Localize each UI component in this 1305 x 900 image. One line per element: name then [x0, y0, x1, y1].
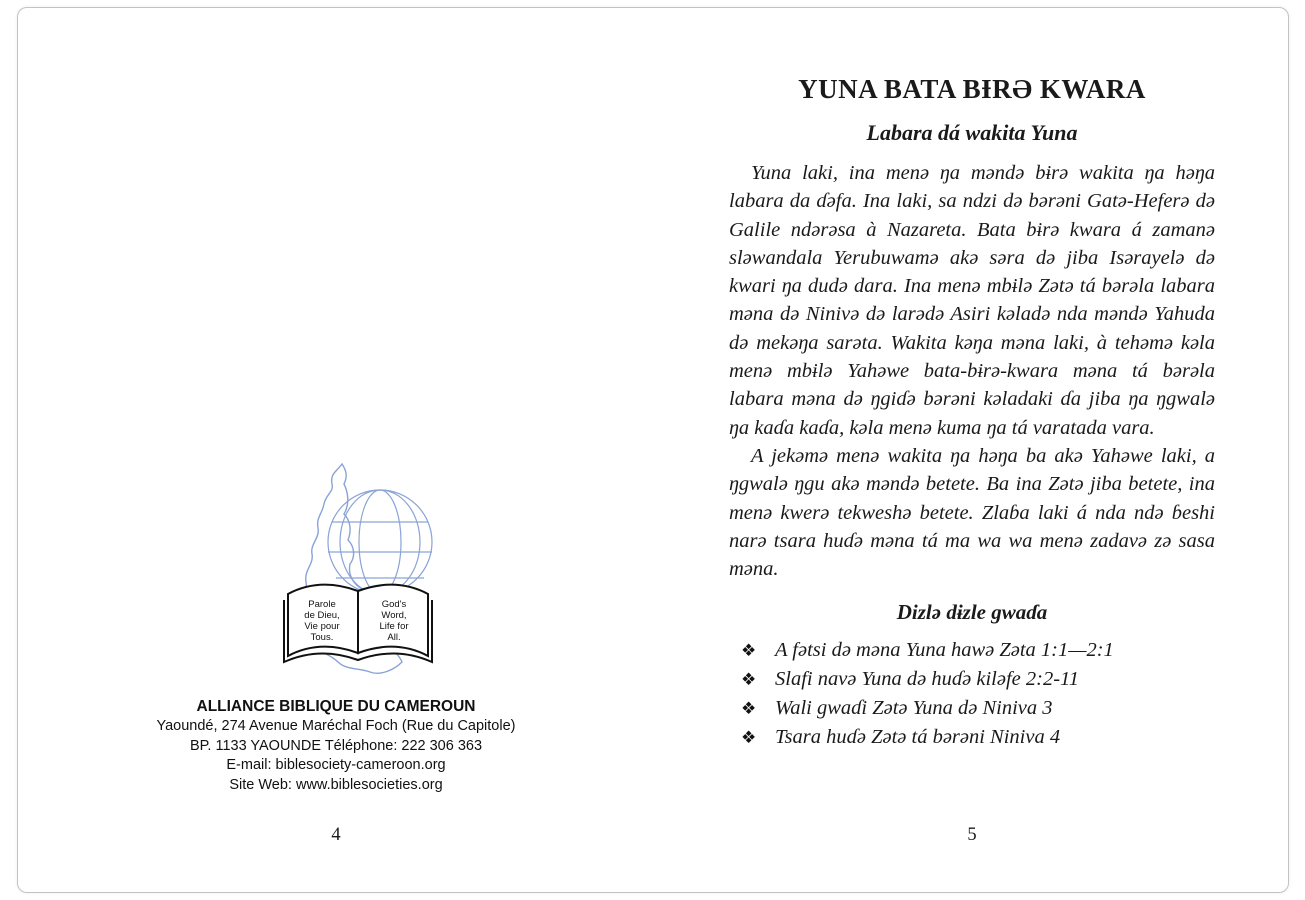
publisher-address: Yaoundé, 274 Avenue Maréchal Foch (Rue du Capitole) — [156, 718, 516, 734]
outline-item — [729, 694, 1215, 723]
body-paragraph: A jekəmə menə wakita ŋa həŋa ba akə Yahəwe laki, a ŋgwalə ŋgu akə məndə betete. Ba ina Zətə jiba betete, ina menə kwerə tekweshə betete. Zlaɓa laki á nda ndə ɓeshi narə tsara huɗə məna tá ma wa wa menə zadavə zə sasa məna. — [729, 444, 1215, 581]
book-left-text-line: Parole — [308, 599, 336, 610]
outline-item-text: Wali gwaɗi Zətə Yuna də Niniva 3 — [775, 697, 1053, 720]
open-book-icon — [284, 585, 432, 662]
diamond-bullet-icon: ❖ — [741, 699, 757, 719]
globe-icon — [328, 490, 432, 594]
publisher-phone: BP. 1133 YAOUNDE Téléphone: 222 306 363 — [189, 737, 483, 754]
outline-item-text: Slafi navə Yuna də huɗə kiləfe 2:2-11 — [775, 668, 1080, 691]
bible-society-logo-graphic — [258, 460, 454, 688]
book-left-text-line: Tous. — [310, 632, 334, 643]
book-spread — [17, 7, 1289, 893]
outline-item — [729, 636, 1215, 665]
outline-list — [729, 636, 1215, 752]
chapter-title: YUNA BATA BƗRƏ KWARA — [798, 74, 1146, 104]
outline-item — [729, 723, 1215, 752]
outline-item-text: Tsara huɗə Zətə tá bərəni Niniva 4 — [775, 726, 1061, 749]
outline-heading: Dizlə dɨzle gwaɗa — [896, 600, 1048, 625]
book-right-text-line: Life for — [379, 621, 409, 632]
body-paragraph: Yuna laki, ina menə ŋa məndə bɨrə wakita ŋa həŋa labara da ɗəfa. Ina laki, sa ndzi də bərəni Gatə-Heferə də Galile ndərəsa à Nazareta. Bata bɨrə kwara á zamanə sləwandala Yerubuwamə akə səra də jiba Isərayelə də kwari ŋa dudə dara. Ina menə mbɨlə Zətə tá bərəla labara məna də Ninivə də larədə Asiri kəladə nda məndə Yahuda də mekəŋa sarəta. Wakita kəŋa məna laki, à tehəmə kəla menə mbɨlə Yahəwe bata-bɨrə-kwara məna tá bərəla labara məna də ŋgiɗə bərəni kəladaki ɗa jiba ŋa ŋgwalə ŋa kaɗa kaɗa, kəla menə kuma ŋa tá varatada vara. — [729, 162, 1215, 439]
right-page-content — [729, 8, 1215, 752]
page-left — [18, 8, 653, 892]
book-right-text-line: All. — [387, 632, 401, 643]
diamond-bullet-icon: ❖ — [741, 728, 757, 748]
publisher-logo — [258, 460, 454, 688]
page-number-left: 4 — [331, 825, 341, 845]
body-paragraphs — [729, 159, 1215, 583]
publisher-email: E-mail: biblesociety-cameroon.org — [226, 757, 446, 773]
book-left-text-line: Vie pour — [304, 621, 340, 632]
chapter-subtitle: Labara dá wakita Yuna — [866, 120, 1078, 145]
book-right-text-line: Word, — [381, 610, 407, 621]
page-number-right: 5 — [967, 825, 977, 845]
diamond-bullet-icon: ❖ — [741, 670, 757, 690]
page-right — [653, 8, 1288, 892]
publisher-name: ALLIANCE BIBLIQUE DU CAMEROUN — [196, 698, 476, 715]
book-left-text-line: de Dieu, — [304, 610, 340, 621]
book-right-text-line: God's — [381, 599, 407, 610]
outline-item-text: A fətsi də məna Yuna hawə Zəta 1:1—2:1 — [775, 639, 1114, 662]
outline-item — [729, 665, 1215, 694]
publisher-website: Site Web: www.biblesocieties.org — [229, 776, 443, 793]
publisher-block — [58, 696, 614, 795]
diamond-bullet-icon: ❖ — [741, 641, 757, 661]
